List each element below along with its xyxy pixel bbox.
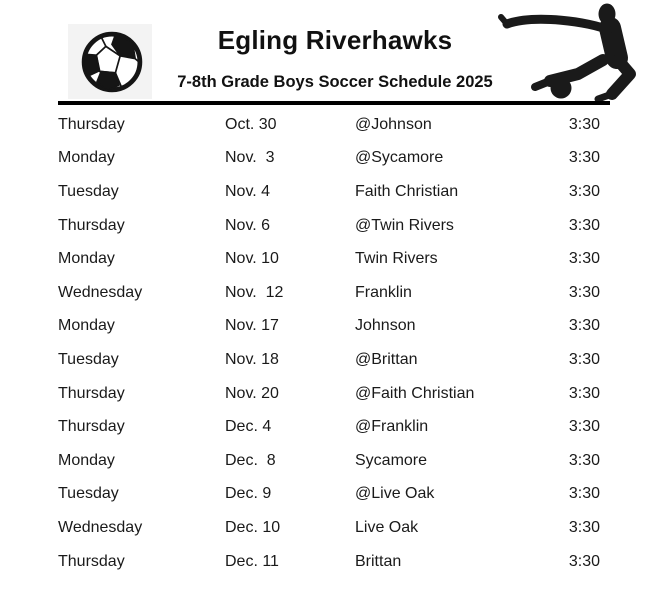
game-time: 3:30 [568, 283, 600, 301]
game-date: Nov. 17 [225, 317, 279, 335]
game-day: Monday [58, 149, 115, 167]
game-date: Nov. 18 [225, 350, 279, 368]
game-day: Thursday [58, 115, 125, 133]
schedule-row [0, 242, 651, 276]
game-time: 3:30 [568, 115, 600, 133]
schedule-row [0, 276, 651, 310]
game-day: Tuesday [58, 182, 119, 200]
schedule-row [0, 142, 651, 176]
game-day: Monday [58, 451, 115, 469]
game-opponent: Franklin [355, 283, 412, 301]
schedule-row [0, 444, 651, 478]
game-date: Dec. 4 [225, 418, 272, 436]
game-time: 3:30 [568, 216, 600, 234]
schedule-row [0, 377, 651, 411]
game-time: 3:30 [568, 485, 600, 503]
game-date: Nov. 12 [225, 283, 284, 301]
game-opponent: Live Oak [355, 518, 419, 536]
game-day: Thursday [58, 552, 125, 570]
schedule-row [0, 209, 651, 243]
game-time: 3:30 [568, 384, 600, 402]
game-opponent: @Brittan [355, 350, 418, 368]
page-subtitle: 7-8th Grade Boys Soccer Schedule 2025 [177, 73, 493, 91]
game-day: Thursday [58, 418, 125, 436]
game-day: Thursday [58, 384, 125, 402]
game-time: 3:30 [568, 418, 600, 436]
game-opponent: @Sycamore [355, 149, 444, 167]
page-title: Egling Riverhawks [217, 25, 453, 55]
game-date: Dec. 10 [225, 518, 281, 536]
game-opponent: @Franklin [355, 418, 429, 436]
game-opponent: Johnson [355, 317, 416, 335]
game-opponent: @Twin Rivers [355, 216, 454, 234]
game-date: Nov. 3 [225, 149, 275, 167]
game-date: Nov. 20 [225, 384, 279, 402]
game-time: 3:30 [568, 451, 600, 469]
schedule-row [0, 175, 651, 209]
game-date: Dec. 8 [225, 451, 276, 469]
game-day: Monday [58, 317, 115, 335]
game-date: Nov. 6 [225, 216, 271, 234]
game-time: 3:30 [568, 350, 600, 368]
schedule-row [0, 310, 651, 344]
game-time: 3:30 [568, 552, 600, 570]
game-time: 3:30 [568, 317, 600, 335]
game-date: Nov. 10 [225, 250, 279, 268]
game-date: Nov. 4 [225, 182, 271, 200]
game-time: 3:30 [568, 182, 600, 200]
game-time: 3:30 [568, 149, 600, 167]
game-day: Tuesday [58, 485, 119, 503]
game-date: Dec. 9 [225, 485, 272, 503]
game-opponent: @Faith Christian [355, 384, 475, 402]
schedule-row [0, 343, 651, 377]
schedule-table [0, 108, 651, 578]
game-time: 3:30 [568, 518, 600, 536]
game-day: Wednesday [58, 283, 143, 301]
game-opponent: Twin Rivers [355, 250, 438, 268]
schedule-row [0, 410, 651, 444]
header-divider [58, 101, 610, 105]
game-opponent: Sycamore [355, 451, 428, 469]
game-opponent: @Johnson [355, 115, 432, 133]
game-day: Tuesday [58, 350, 119, 368]
schedule-row [0, 108, 651, 142]
game-time: 3:30 [568, 250, 600, 268]
schedule-row [0, 478, 651, 512]
game-opponent: @Live Oak [355, 485, 435, 503]
game-day: Thursday [58, 216, 125, 234]
header [150, 26, 520, 91]
schedule-row [0, 545, 651, 579]
game-date: Oct. 30 [225, 115, 277, 133]
game-date: Dec. 11 [225, 552, 279, 570]
game-day: Wednesday [58, 518, 143, 536]
soccer-player-icon [495, 0, 640, 105]
soccer-ball-icon [68, 24, 152, 99]
game-day: Monday [58, 250, 115, 268]
game-opponent: Brittan [355, 552, 402, 570]
schedule-row [0, 511, 651, 545]
game-opponent: Faith Christian [355, 182, 459, 200]
